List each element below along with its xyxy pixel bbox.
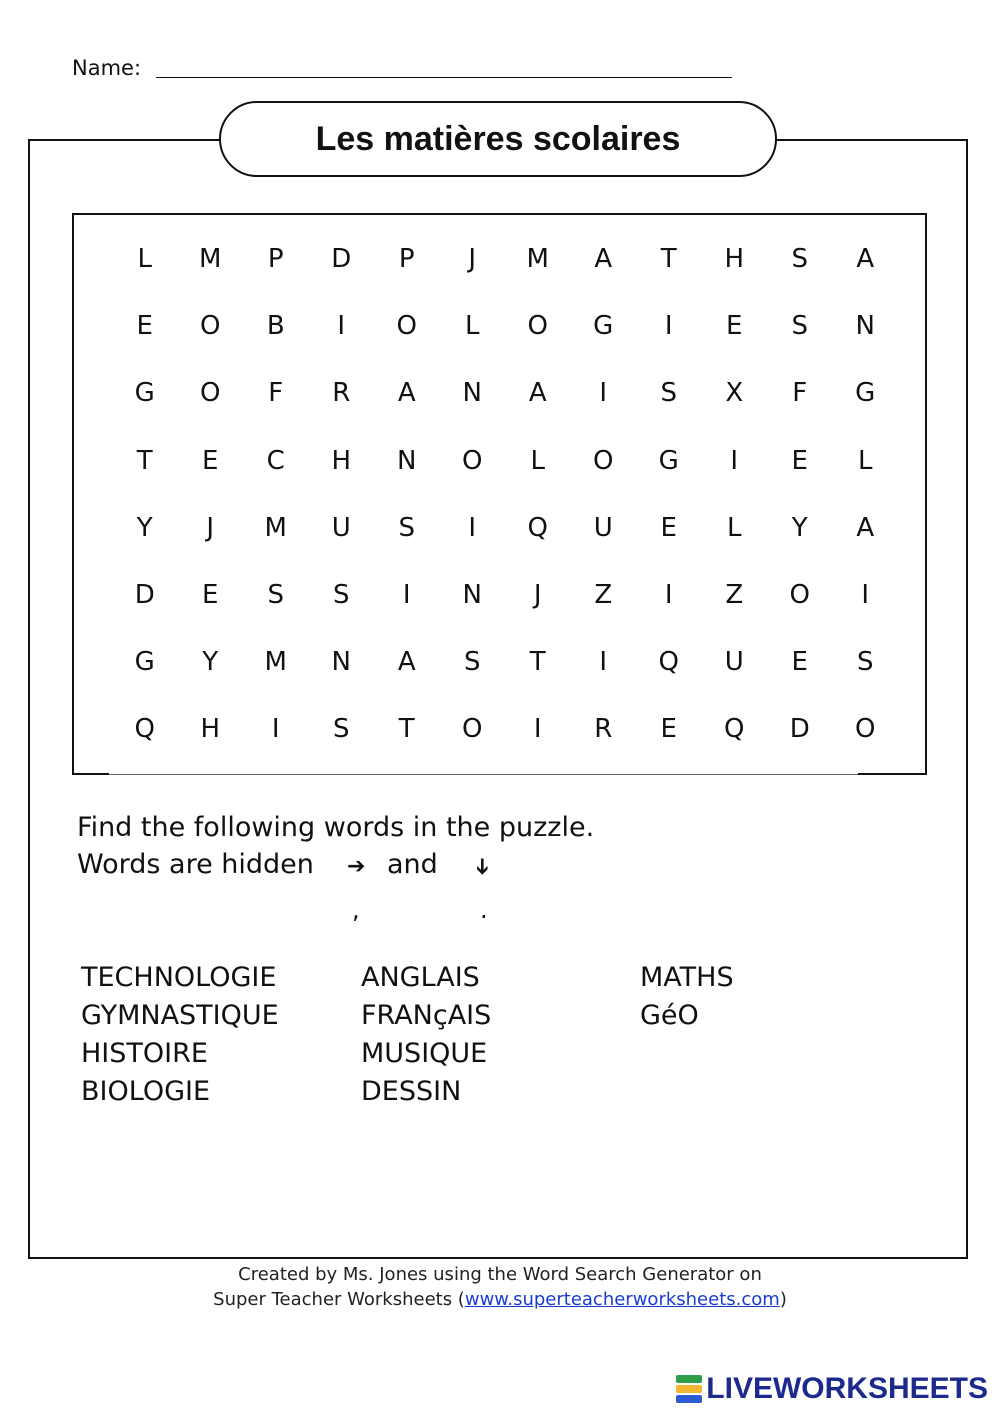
word-list-item: MUSIQUE — [361, 1038, 488, 1069]
grid-letter: A — [397, 378, 416, 409]
word-list-item: DESSIN — [361, 1076, 462, 1107]
grid-letter: L — [530, 445, 545, 476]
footer-source-end: ) — [779, 1289, 787, 1310]
grid-letter: T — [398, 714, 415, 745]
grid-letter: O — [789, 580, 810, 610]
liveworksheets-brand[interactable] — [676, 1372, 988, 1406]
grid-letter: L — [465, 311, 480, 342]
grid-letter: G — [134, 378, 155, 409]
grid-letter: S — [660, 378, 677, 409]
worksheet-title: Les matières scolaires — [219, 101, 777, 177]
grid-letter: A — [397, 647, 416, 678]
grid-letter: F — [792, 378, 808, 409]
grid-letter: A — [856, 512, 875, 543]
grid-letter: Y — [202, 647, 219, 678]
word-list-item: GéO — [640, 1000, 699, 1031]
name-line[interactable] — [156, 77, 732, 78]
grid-row — [112, 575, 898, 615]
grid-letter: N — [331, 647, 351, 678]
grid-letter: E — [660, 714, 677, 745]
word-list-item: MATHS — [640, 962, 734, 993]
grid-letter: D — [134, 580, 155, 610]
grid-letter: T — [136, 445, 153, 476]
grid-letter: O — [396, 311, 417, 342]
grid-letter: L — [858, 445, 873, 476]
grid-letter: I — [664, 311, 673, 342]
grid-letter: O — [462, 714, 483, 745]
arrow-down-icon: ➔ — [469, 857, 495, 876]
grid-letter: Z — [725, 580, 744, 610]
grid-letter: S — [856, 647, 874, 678]
grid-letter: H — [331, 445, 352, 476]
name-label: Name: — [72, 56, 142, 80]
grid-letter: O — [200, 378, 221, 409]
grid-letter: I — [468, 512, 477, 543]
grid-letter: I — [861, 580, 870, 610]
footer-link[interactable]: www.superteacherworksheets.com — [464, 1289, 780, 1310]
grid-letter: E — [726, 311, 743, 342]
grid-letter: B — [266, 311, 285, 342]
grid-letter: U — [724, 647, 744, 678]
word-list-item: GYMNASTIQUE — [81, 1000, 279, 1031]
grid-letter: T — [660, 244, 677, 274]
grid-letter: E — [791, 647, 808, 678]
grid-row — [112, 441, 898, 481]
grid-letter: Q — [134, 714, 155, 745]
grid-letter: N — [462, 378, 482, 409]
grid-letter: O — [593, 445, 614, 476]
grid-letter: I — [271, 714, 280, 745]
grid-letter: E — [202, 580, 219, 610]
grid-letter: P — [398, 244, 415, 274]
grid-letter: I — [664, 580, 673, 610]
word-list-item: ANGLAIS — [361, 962, 480, 993]
liveworksheets-logo-icon — [676, 1375, 702, 1403]
footer-source-text: Super Teacher Worksheets ( — [213, 1289, 465, 1310]
grid-letter: N — [855, 311, 875, 342]
grid-letter: N — [462, 580, 482, 610]
grid-letter: Q — [527, 512, 548, 543]
grid-letter: E — [202, 445, 219, 476]
grid-letter: J — [206, 512, 215, 543]
grid-letter: I — [599, 647, 608, 678]
grid-letter: Q — [658, 647, 679, 678]
grid-letter: J — [468, 244, 477, 274]
grid-letter: G — [855, 378, 876, 409]
word-list-item: FRANçAIS — [361, 1000, 492, 1031]
grid-letter: A — [856, 244, 875, 274]
grid-letter: T — [529, 647, 546, 678]
arrow-right-icon: ➔ — [347, 854, 366, 879]
instruction-line: Find the following words in the puzzle. — [77, 812, 595, 843]
grid-letter: G — [658, 445, 679, 476]
grid-letter: U — [593, 512, 613, 543]
grid-letter: H — [200, 714, 221, 745]
instruction-comma: , — [352, 896, 360, 924]
grid-letter: O — [462, 445, 483, 476]
grid-row — [112, 373, 898, 413]
grid-letter: U — [331, 512, 351, 543]
grid-letter: D — [789, 714, 810, 745]
grid-letter: A — [594, 244, 613, 274]
grid-letter: J — [533, 580, 542, 610]
word-list-item: BIOLOGIE — [81, 1076, 211, 1107]
grid-border — [109, 774, 858, 775]
grid-letter: E — [136, 311, 153, 342]
word-search-grid — [72, 213, 927, 775]
grid-letter: I — [402, 580, 411, 610]
grid-letter: S — [267, 580, 284, 610]
grid-letter: O — [855, 714, 876, 745]
grid-letter: S — [463, 647, 481, 678]
grid-row — [112, 709, 898, 749]
grid-letter: Q — [724, 714, 745, 745]
grid-letter: R — [594, 714, 613, 745]
grid-letter: E — [791, 445, 808, 476]
word-list-item: HISTOIRE — [81, 1038, 208, 1069]
footer-source — [0, 1289, 1000, 1310]
grid-letter: P — [267, 244, 284, 274]
grid-letter: M — [264, 512, 287, 543]
grid-letter: S — [791, 311, 808, 342]
grid-letter: E — [660, 512, 677, 543]
instruction-period: . — [480, 896, 488, 924]
grid-letter: I — [599, 378, 608, 409]
grid-letter: L — [137, 244, 152, 274]
grid-letter: X — [725, 378, 744, 409]
grid-letter: N — [397, 445, 417, 476]
instruction-and: and — [387, 849, 438, 880]
grid-letter: S — [791, 244, 808, 274]
grid-row — [112, 642, 898, 682]
grid-letter: D — [331, 244, 352, 274]
grid-letter: Z — [594, 580, 613, 610]
grid-letter: S — [332, 714, 350, 745]
grid-letter: R — [332, 378, 351, 409]
grid-letter: M — [199, 244, 222, 274]
grid-row — [112, 239, 898, 279]
grid-letter: L — [727, 512, 742, 543]
instruction-line: Words are hidden — [77, 849, 314, 880]
grid-letter: O — [200, 311, 221, 342]
grid-letter: M — [526, 244, 549, 274]
grid-row — [112, 508, 898, 548]
grid-border — [858, 773, 927, 775]
grid-letter: G — [593, 311, 614, 342]
grid-letter: S — [398, 512, 415, 543]
grid-letter: I — [730, 445, 739, 476]
grid-letter: Y — [136, 512, 153, 543]
footer-credit: Created by Ms. Jones using the Word Search Generator on — [238, 1264, 762, 1285]
grid-letter: I — [533, 714, 542, 745]
grid-row — [112, 306, 898, 346]
grid-letter: F — [268, 378, 284, 409]
grid-border — [72, 773, 109, 775]
grid-letter: I — [337, 311, 346, 342]
word-list-item: TECHNOLOGIE — [81, 962, 277, 993]
brand-name: LIVEWORKSHEETS — [706, 1372, 988, 1405]
grid-letter: G — [134, 647, 155, 678]
grid-letter: S — [332, 580, 350, 610]
grid-letter: C — [266, 445, 285, 476]
grid-letter: A — [528, 378, 547, 409]
grid-letter: O — [527, 311, 548, 342]
grid-letter: H — [724, 244, 745, 274]
grid-letter: Y — [791, 512, 808, 543]
grid-letter: M — [264, 647, 287, 678]
